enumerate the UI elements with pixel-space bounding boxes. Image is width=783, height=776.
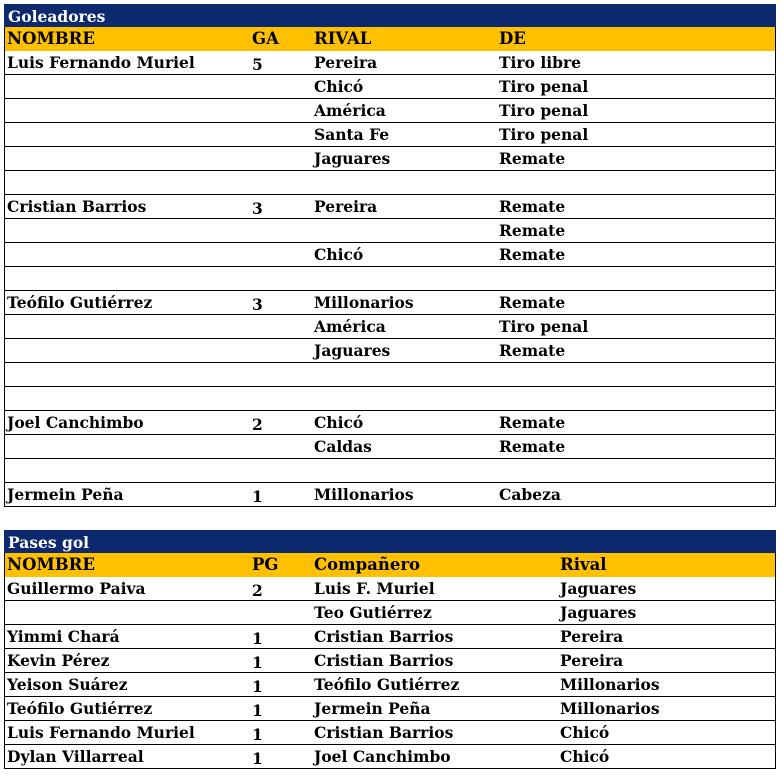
cell-nombre: Kevin Pérez <box>7 651 110 670</box>
cell-rival: Millonarios <box>314 485 414 504</box>
header-rival: Rival <box>560 555 607 574</box>
cell-nombre: Joel Canchimbo <box>7 413 144 432</box>
goleadores-table <box>4 4 776 507</box>
header-de: DE <box>499 29 526 48</box>
cell-detail: Remate <box>499 197 566 216</box>
table-row <box>4 315 776 339</box>
cell-count: 1 <box>252 629 263 648</box>
cell-detail: Remate <box>499 413 566 432</box>
cell-detail: Millonarios <box>560 699 660 718</box>
cell-detail: Remate <box>499 149 566 168</box>
cell-rival: Jaguares <box>314 149 391 168</box>
header-ga: GA <box>252 29 279 48</box>
table-row <box>4 601 776 625</box>
cell-rival: Cristian Barrios <box>314 723 454 742</box>
cell-detail: Tiro penal <box>499 317 589 336</box>
cell-detail: Tiro penal <box>499 101 589 120</box>
cell-count: 1 <box>252 653 263 672</box>
cell-count: 2 <box>252 581 263 600</box>
table-row <box>4 435 776 459</box>
cell-rival: Chicó <box>314 413 364 432</box>
cell-rival: Caldas <box>314 437 372 456</box>
cell-detail: Jaguares <box>560 579 637 598</box>
table-row <box>4 483 776 507</box>
cell-detail: Tiro libre <box>499 53 581 72</box>
cell-rival: Teo Gutiérrez <box>314 603 432 622</box>
cell-nombre: Teófilo Gutiérrez <box>7 293 153 312</box>
cell-nombre: Jermein Peña <box>7 485 124 504</box>
table-row <box>4 99 776 123</box>
cell-count: 1 <box>252 487 263 506</box>
cell-count: 1 <box>252 749 263 768</box>
table-row <box>4 147 776 171</box>
table-row <box>4 459 776 483</box>
cell-rival: Cristian Barrios <box>314 627 454 646</box>
table-row <box>4 745 776 769</box>
cell-rival: Chicó <box>314 245 364 264</box>
cell-count: 2 <box>252 415 263 434</box>
cell-rival: Teófilo Gutiérrez <box>314 675 460 694</box>
header-nombre: NOMBRE <box>7 29 95 48</box>
header-companero: Compañero <box>314 555 421 574</box>
cell-detail: Pereira <box>560 651 624 670</box>
table-row <box>4 339 776 363</box>
cell-detail: Remate <box>499 437 566 456</box>
cell-rival: Jermein Peña <box>314 699 431 718</box>
cell-count: 3 <box>252 199 263 218</box>
table-row <box>4 387 776 411</box>
table-row <box>4 577 776 601</box>
table-row <box>4 75 776 99</box>
cell-detail: Cabeza <box>499 485 561 504</box>
pases-gol-title: Pases gol <box>4 530 776 553</box>
cell-nombre: Teófilo Gutiérrez <box>7 699 153 718</box>
table-row <box>4 649 776 673</box>
cell-nombre: Yeison Suárez <box>7 675 128 694</box>
cell-nombre: Luis Fernando Muriel <box>7 53 195 72</box>
table-row <box>4 195 776 219</box>
table-row <box>4 363 776 387</box>
cell-rival: América <box>314 317 386 336</box>
cell-detail: Tiro penal <box>499 125 589 144</box>
table-row <box>4 243 776 267</box>
table-row <box>4 171 776 195</box>
table-row <box>4 267 776 291</box>
cell-detail: Tiro penal <box>499 77 589 96</box>
table-row <box>4 219 776 243</box>
cell-nombre: Yimmi Chará <box>7 627 120 646</box>
goleadores-header-row <box>4 27 776 51</box>
goleadores-body <box>4 51 776 507</box>
cell-detail: Jaguares <box>560 603 637 622</box>
cell-rival: Millonarios <box>314 293 414 312</box>
cell-detail: Chicó <box>560 747 610 766</box>
cell-count: 1 <box>252 701 263 720</box>
cell-rival: Luis F. Muriel <box>314 579 435 598</box>
cell-nombre: Guillermo Paiva <box>7 579 146 598</box>
cell-rival: Chicó <box>314 77 364 96</box>
cell-detail: Remate <box>499 341 566 360</box>
cell-rival: Jaguares <box>314 341 391 360</box>
cell-detail: Pereira <box>560 627 624 646</box>
table-row <box>4 411 776 435</box>
pases-gol-table <box>4 530 776 769</box>
table-row <box>4 123 776 147</box>
cell-nombre: Dylan Villarreal <box>7 747 144 766</box>
goleadores-title: Goleadores <box>4 4 776 27</box>
pases-gol-header-row <box>4 553 776 577</box>
table-row <box>4 625 776 649</box>
table-row <box>4 51 776 75</box>
table-row <box>4 697 776 721</box>
cell-detail: Chicó <box>560 723 610 742</box>
table-row <box>4 721 776 745</box>
cell-detail: Remate <box>499 293 566 312</box>
header-nombre: NOMBRE <box>7 555 95 574</box>
cell-rival: América <box>314 101 386 120</box>
cell-nombre: Luis Fernando Muriel <box>7 723 195 742</box>
cell-detail: Remate <box>499 245 566 264</box>
header-rival: RIVAL <box>314 29 372 48</box>
cell-count: 1 <box>252 725 263 744</box>
cell-rival: Pereira <box>314 197 378 216</box>
cell-nombre: Cristian Barrios <box>7 197 147 216</box>
table-row <box>4 291 776 315</box>
table-row <box>4 673 776 697</box>
cell-rival: Santa Fe <box>314 125 390 144</box>
cell-rival: Cristian Barrios <box>314 651 454 670</box>
cell-detail: Remate <box>499 221 566 240</box>
pases-gol-body <box>4 577 776 769</box>
cell-count: 3 <box>252 295 263 314</box>
cell-rival: Pereira <box>314 53 378 72</box>
cell-count: 5 <box>252 55 263 74</box>
cell-count: 1 <box>252 677 263 696</box>
header-pg: PG <box>252 555 279 574</box>
cell-rival: Joel Canchimbo <box>314 747 451 766</box>
cell-detail: Millonarios <box>560 675 660 694</box>
